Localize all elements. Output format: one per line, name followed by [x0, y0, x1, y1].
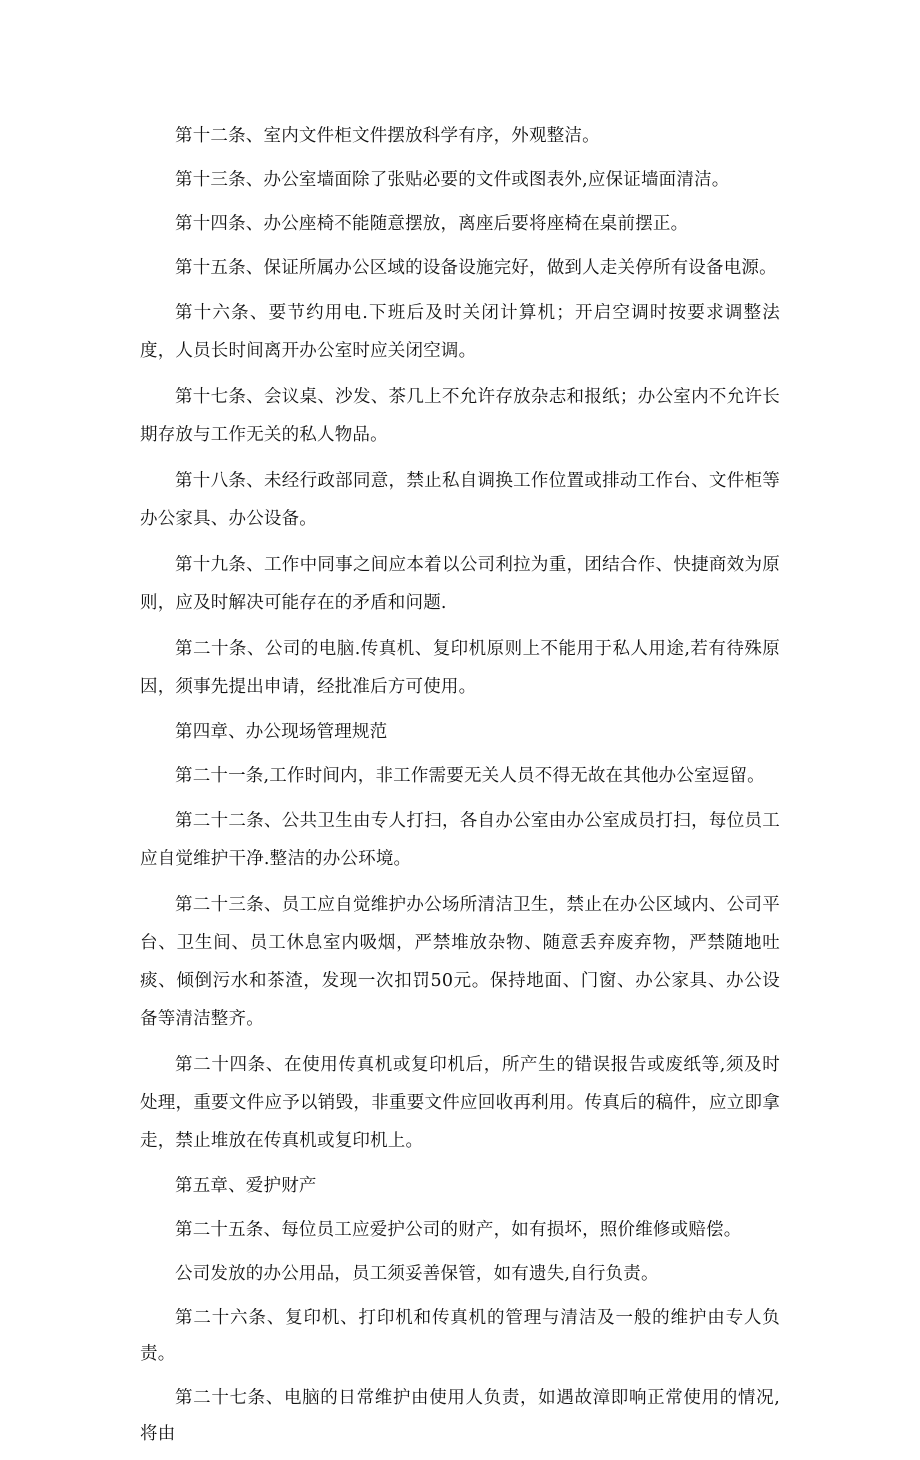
article-14: 第十四条、办公座椅不能随意摆放，离座后要将座椅在桌前摆正。 [175, 214, 689, 234]
article-18: 第十八条、未经行政部同意，禁止私自调换工作位置或排动工作台、文件柜等办公家具、办公设备。 [140, 471, 780, 529]
article-16: 第十六条、要节约用电.下班后及时关闭计算机；开启空调时按要求调整法度，人员长时间离开办公室时应关闭空调。 [140, 303, 780, 361]
article-20: 第二十条、公司的电脑.传真机、复印机原则上不能用于私人用途,若有待殊原因，须事先提出申请，经批准后方可使用。 [140, 639, 780, 697]
article-22: 第二十二条、公共卫生由专人打扫，各自办公室由办公室成员打扫，每位员工应自觉维护干净.整洁的办公环境。 [140, 811, 780, 869]
article-19: 第十九条、工作中同事之间应本着以公司利拉为重，团结合作、快捷商效为原则，应及时解决可能存在的矛盾和问题. [140, 555, 780, 613]
article-21: 第二十一条,工作时间内，非工作需要无关人员不得无故在其他办公室逗留。 [175, 766, 765, 786]
article-15: 第十五条、保证所属办公区域的设备设施完好，做到人走关停所有设备电源。 [175, 258, 777, 278]
article-13: 第十三条、办公室墙面除了张贴必要的文件或图表外,应保证墙面清洁。 [175, 170, 730, 190]
document-body [140, 118, 780, 1460]
article-24: 第二十四条、在使用传真机或复印机后，所产生的错误报告或废纸等,须及时处理，重要文件应予以销毁，非重要文件应回收再利用。传真后的稿件，应立即拿走，禁止堆放在传真机或复印机上。 [140, 1055, 780, 1151]
article-12: 第十二条、室内文件柜文件摆放科学有序，外观整洁。 [175, 126, 600, 146]
chapter-4-heading: 第四章、办公现场管理规范 [175, 722, 388, 742]
office-supplies-clause: 公司发放的办公用品，员工须妥善保管，如有遗失,自行负责。 [175, 1264, 659, 1284]
article-17: 第十七条、会议桌、沙发、茶几上不允许存放杂志和报纸；办公室内不允许长期存放与工作无关的私人物品。 [140, 387, 780, 445]
article-26: 第二十六条、复印机、打印机和传真机的管理与清洁及一般的维护由专人负责。 [140, 1308, 780, 1364]
article-25: 第二十五条、每位员工应爱护公司的财产，如有损坏，照价维修或赔偿。 [175, 1220, 742, 1240]
chapter-5-heading: 第五章、爱护财产 [175, 1176, 317, 1196]
article-23: 第二十三条、员工应自觉维护办公场所清洁卫生，禁止在办公区域内、公司平台、卫生间、员工休息室内吸烟，严禁堆放杂物、随意丢弃废弃物，严禁随地吐痰、倾倒污水和茶渣，发现一次扣罚50元。保持地面、门窗、办公家具、办公设备等清洁整齐。 [140, 895, 780, 1029]
article-27: 第二十七条、电脑的日常维护由使用人负责，如遇故漳即响正常使用的情况,将由 [140, 1388, 780, 1444]
